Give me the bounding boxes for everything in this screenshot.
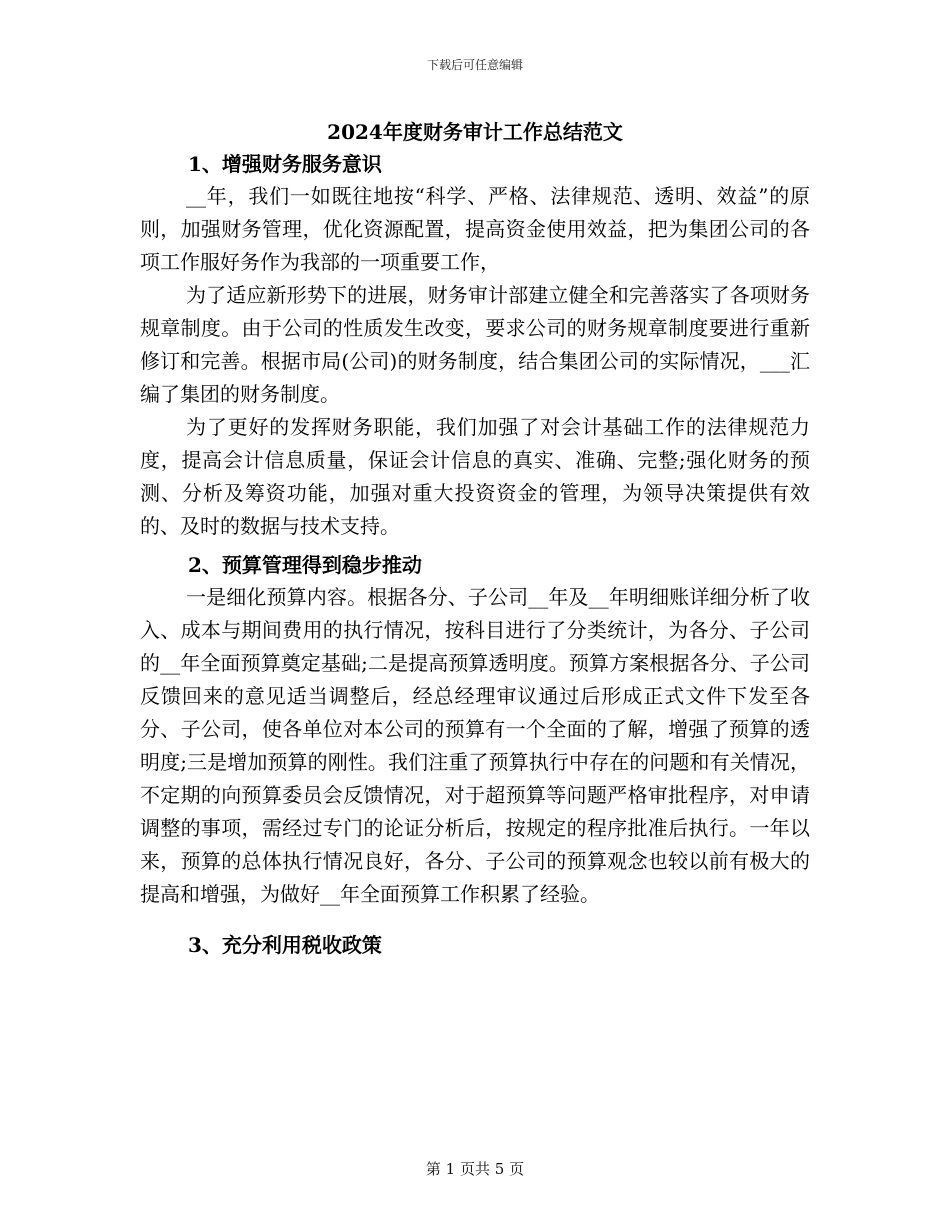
section-heading: 3、充分利用税收政策: [188, 933, 382, 957]
section-heading: 1、增强财务服务意识: [188, 152, 382, 176]
page-header-note: 下载后可任意编辑: [426, 58, 523, 72]
section-heading: 2、预算管理得到稳步推动: [188, 553, 422, 577]
paragraph: 为了更好的发挥财务职能，我们加强了对会计基础工作的法律规范力度，提高会计信息质量，保证会计信息的真实、准确、完整;强化财务的预测、分析及筹资功能，加强对重大投资资金的管理，为领导决策提供有效的、及时的数据与技术支持。: [140, 415, 810, 538]
paragraph: 一是细化预算内容。根据各分、子公司__年及__年明细账详细分析了收入、成本与期间费用的执行情况，按科目进行了分类统计，为各分、子公司的__年全面预算奠定基础;二是提高预算透明度。预算方案根据各分、子公司反馈回来的意见适当调整后，经总经理审议通过后形成正式文件下发至各分、子公司，使各单位对本公司的预算有一个全面的了解，增强了预算的透明度;三是增加预算的刚性。我们注重了预算执行中存在的问题和有关情况，不定期的向预算委员会反馈情况，对于超预算等问题严格审批程序，对申请调整的事项，需经过专门的论证分析后，按规定的程序批准后执行。一年以来，预算的总体执行情况良好，各分、子公司的预算观念也较以前有极大的提高和增强，为做好__年全面预算工作积累了经验。: [140, 585, 810, 906]
document-title: 2024年度财务审计工作总结范文: [327, 120, 623, 144]
paragraph: 为了适应新形势下的进展，财务审计部建立健全和完善落实了各项财务规章制度。由于公司的性质发生改变，要求公司的财务规章制度要进行重新修订和完善。根据市局(公司)的财务制度，结合集团公司的实际情况，___汇编了集团的财务制度。: [140, 283, 810, 406]
paragraph: __年，我们一如既往地按“科学、严格、法律规范、透明、效益”的原则，加强财务管理，优化资源配置，提高资金使用效益，把为集团公司的各项工作服好务作为我部的一项重要工作，: [140, 184, 810, 274]
document-body: [140, 148, 810, 961]
page-number: 第 1 页共 5 页: [425, 1160, 525, 1178]
